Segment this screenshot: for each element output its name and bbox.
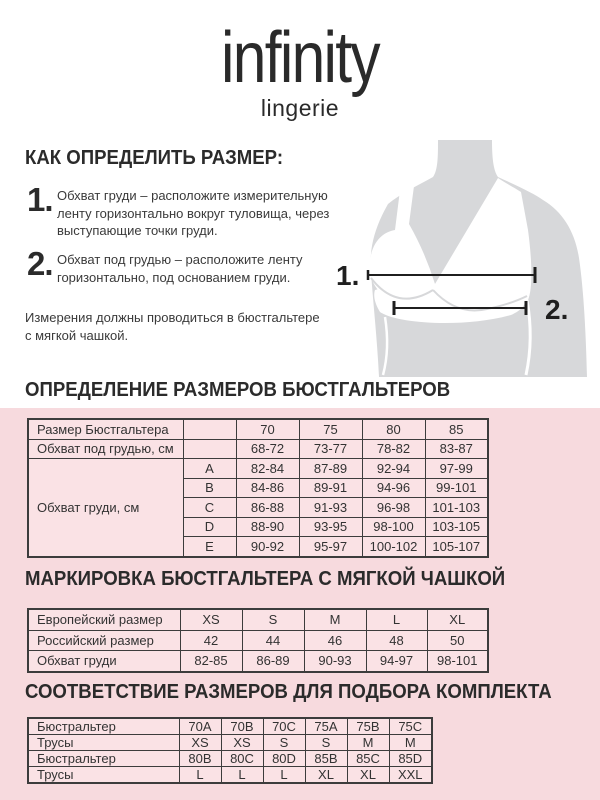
value-cell: 85B	[305, 751, 347, 767]
value-cell: 50	[427, 630, 488, 651]
value-cell: XXL	[389, 767, 432, 784]
value-cell: 85	[425, 419, 488, 439]
measure-step-2	[27, 245, 349, 286]
measurement-note: Измерения должны проводиться в бюстгальтере с мягкой чашкой.	[25, 310, 320, 343]
value-cell: 44	[242, 630, 304, 651]
value-cell: 83-87	[425, 439, 488, 459]
value-cell: 98-101	[427, 651, 488, 672]
value-cell: 70	[236, 419, 299, 439]
table-row	[28, 609, 488, 630]
value-cell: 85C	[347, 751, 389, 767]
bust-measure-label: 1.	[336, 260, 360, 291]
value-cell	[183, 439, 236, 459]
value-cell: 70A	[179, 718, 221, 735]
table-row	[28, 651, 488, 672]
value-cell: 89-91	[299, 478, 362, 498]
step-2-number: 2.	[27, 245, 53, 282]
row-label-cell: Российский размер	[28, 630, 180, 651]
set-matching-table	[27, 717, 433, 784]
value-cell: 91-93	[299, 498, 362, 518]
value-cell: XS	[179, 735, 221, 751]
value-cell: C	[183, 498, 236, 518]
value-cell: 92-94	[362, 459, 425, 479]
value-cell: 93-95	[299, 517, 362, 537]
step-2-text: Обхват под грудью – расположите ленту горизонтально, под основанием груди.	[57, 252, 303, 285]
row-label-cell: Трусы	[28, 767, 179, 784]
value-cell: 80B	[179, 751, 221, 767]
value-cell: 95-97	[299, 537, 362, 557]
table-row	[28, 767, 432, 784]
value-cell: L	[366, 609, 427, 630]
value-cell: 48	[366, 630, 427, 651]
value-cell: 70B	[221, 718, 263, 735]
value-cell: XL	[305, 767, 347, 784]
value-cell: L	[221, 767, 263, 784]
value-cell: 75A	[305, 718, 347, 735]
value-cell: 98-100	[362, 517, 425, 537]
bra-sizes-table	[27, 418, 489, 558]
row-label-cell: Европейский размер	[28, 609, 180, 630]
value-cell: D	[183, 517, 236, 537]
value-cell: 103-105	[425, 517, 488, 537]
row-label-cell: Обхват груди, см	[28, 459, 183, 557]
soft-cup-table	[27, 608, 489, 673]
value-cell: 101-103	[425, 498, 488, 518]
value-cell: 75	[299, 419, 362, 439]
value-cell: 88-90	[236, 517, 299, 537]
value-cell: L	[263, 767, 305, 784]
step-1-text: Обхват груди – расположите измерительную ленту горизонтально вокруг туловища, через выступающие точки груди.	[57, 188, 330, 238]
section-heading-soft-cup: МАРКИРОВКА БЮСТГАЛЬТЕРА С МЯГКОЙ ЧАШКОЙ	[25, 568, 506, 590]
underbust-measure-label: 2.	[545, 294, 569, 325]
value-cell: 70C	[263, 718, 305, 735]
value-cell: 78-82	[362, 439, 425, 459]
value-cell: 75C	[389, 718, 432, 735]
value-cell: M	[304, 609, 366, 630]
row-label-cell: Бюстральтер	[28, 718, 179, 735]
howto-heading: КАК ОПРЕДЕЛИТЬ РАЗМЕР:	[25, 147, 284, 169]
brand-subtitle: lingerie	[260, 95, 340, 121]
table-row	[28, 419, 488, 439]
value-cell: XS	[180, 609, 242, 630]
value-cell: A	[183, 459, 236, 479]
value-cell: 80	[362, 419, 425, 439]
row-label-cell: Бюстральтер	[28, 751, 179, 767]
table-row	[28, 735, 432, 751]
section-heading-set-matching: СООТВЕТСТВИЕ РАЗМЕРОВ ДЛЯ ПОДБОРА КОМПЛЕКТА	[25, 681, 552, 703]
value-cell: 82-84	[236, 459, 299, 479]
value-cell: 85D	[389, 751, 432, 767]
value-cell: 87-89	[299, 459, 362, 479]
row-label-cell: Трусы	[28, 735, 179, 751]
value-cell: B	[183, 478, 236, 498]
value-cell: 94-96	[362, 478, 425, 498]
row-label-cell: Размер Бюстгальтера	[28, 419, 183, 439]
table-row	[28, 459, 488, 479]
value-cell: E	[183, 537, 236, 557]
value-cell: 105-107	[425, 537, 488, 557]
value-cell: 68-72	[236, 439, 299, 459]
value-cell: M	[347, 735, 389, 751]
measure-step-1	[27, 181, 349, 240]
table-row	[28, 718, 432, 735]
brand-logo: infinity	[221, 18, 379, 98]
value-cell: 99-101	[425, 478, 488, 498]
row-label-cell: Обхват груди	[28, 651, 180, 672]
value-cell: 90-92	[236, 537, 299, 557]
value-cell: 80C	[221, 751, 263, 767]
section-heading-bra-sizes: ОПРЕДЕЛЕНИЕ РАЗМЕРОВ БЮСТГАЛЬТЕРОВ	[25, 379, 451, 401]
value-cell: 86-89	[242, 651, 304, 672]
value-cell: 86-88	[236, 498, 299, 518]
value-cell: 80D	[263, 751, 305, 767]
value-cell: M	[389, 735, 432, 751]
value-cell: 75B	[347, 718, 389, 735]
value-cell: XL	[427, 609, 488, 630]
value-cell: 94-97	[366, 651, 427, 672]
value-cell: 100-102	[362, 537, 425, 557]
value-cell: XS	[221, 735, 263, 751]
table-row	[28, 439, 488, 459]
value-cell: XL	[347, 767, 389, 784]
value-cell: 97-99	[425, 459, 488, 479]
value-cell: S	[263, 735, 305, 751]
row-label-cell: Обхват под грудью, см	[28, 439, 183, 459]
size-diagram	[335, 132, 600, 377]
value-cell: 96-98	[362, 498, 425, 518]
value-cell	[183, 419, 236, 439]
value-cell: S	[242, 609, 304, 630]
value-cell: 84-86	[236, 478, 299, 498]
step-1-number: 1.	[27, 181, 53, 218]
table-row	[28, 751, 432, 767]
value-cell: 46	[304, 630, 366, 651]
value-cell: 82-85	[180, 651, 242, 672]
value-cell: 42	[180, 630, 242, 651]
value-cell: S	[305, 735, 347, 751]
value-cell: 90-93	[304, 651, 366, 672]
value-cell: L	[179, 767, 221, 784]
value-cell: 73-77	[299, 439, 362, 459]
table-row	[28, 630, 488, 651]
